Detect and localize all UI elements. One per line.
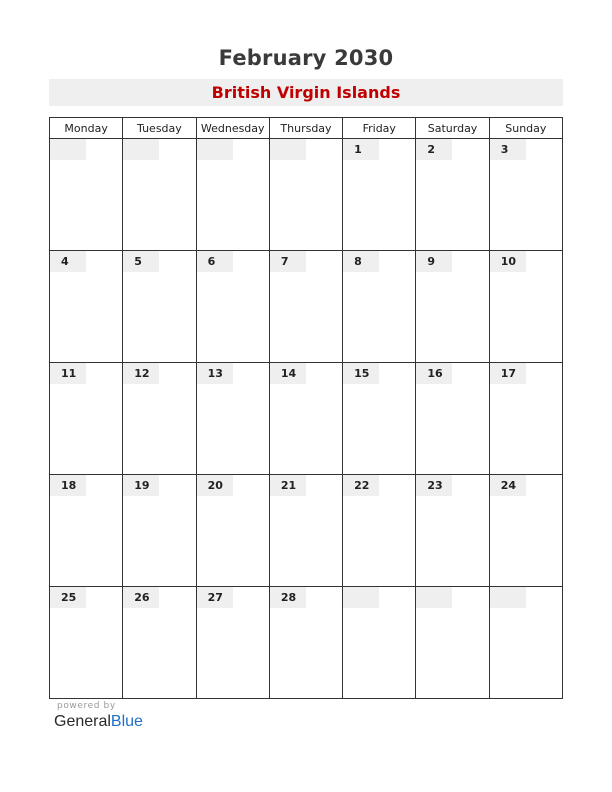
- day-cell: [343, 251, 416, 363]
- weekday-friday: Friday: [343, 118, 416, 139]
- day-number-empty: [416, 587, 452, 608]
- day-number: 22: [343, 475, 379, 496]
- day-cell: [123, 363, 196, 475]
- brand-logo[interactable]: [54, 713, 143, 731]
- day-cell: [50, 139, 123, 251]
- day-number: 2: [416, 139, 452, 160]
- day-cell: [269, 363, 342, 475]
- day-cell: [416, 251, 489, 363]
- day-number: 6: [197, 251, 233, 272]
- day-cell: [343, 363, 416, 475]
- day-cell: [489, 363, 562, 475]
- day-cell: [489, 139, 562, 251]
- day-number: 11: [50, 363, 86, 384]
- page-title: February 2030: [218, 46, 394, 70]
- day-number: 10: [490, 251, 526, 272]
- day-cell: [123, 139, 196, 251]
- calendar-grid: [49, 117, 563, 699]
- day-cell: [343, 475, 416, 587]
- day-number: 27: [197, 587, 233, 608]
- day-cell: [343, 139, 416, 251]
- day-number: 25: [50, 587, 86, 608]
- day-cell: [196, 475, 269, 587]
- day-cell: [123, 587, 196, 699]
- day-number: 12: [123, 363, 159, 384]
- day-cell: [416, 139, 489, 251]
- day-cell: [50, 363, 123, 475]
- day-number: 4: [50, 251, 86, 272]
- day-number: 5: [123, 251, 159, 272]
- day-number: 28: [270, 587, 306, 608]
- day-number: 15: [343, 363, 379, 384]
- day-number: 7: [270, 251, 306, 272]
- week-row-4: [50, 475, 563, 587]
- weekday-sunday: Sunday: [489, 118, 562, 139]
- day-cell: [343, 587, 416, 699]
- day-cell: [269, 139, 342, 251]
- day-number: 3: [490, 139, 526, 160]
- day-number-empty: [123, 139, 159, 160]
- day-number: 14: [270, 363, 306, 384]
- day-number: 26: [123, 587, 159, 608]
- day-cell: [416, 587, 489, 699]
- day-number-empty: [197, 139, 233, 160]
- day-cell: [416, 363, 489, 475]
- day-cell: [50, 587, 123, 699]
- weekday-tuesday: Tuesday: [123, 118, 196, 139]
- day-number: 19: [123, 475, 159, 496]
- day-number-empty: [343, 587, 379, 608]
- day-cell: [489, 475, 562, 587]
- day-number-empty: [270, 139, 306, 160]
- day-cell: [196, 363, 269, 475]
- day-number: 21: [270, 475, 306, 496]
- day-number: 8: [343, 251, 379, 272]
- day-number: 13: [197, 363, 233, 384]
- day-cell: [416, 475, 489, 587]
- day-cell: [489, 587, 562, 699]
- day-number: 23: [416, 475, 452, 496]
- region-name: British Virgin Islands: [211, 83, 401, 102]
- day-cell: [123, 251, 196, 363]
- weekday-wednesday: Wednesday: [196, 118, 269, 139]
- day-cell: [123, 475, 196, 587]
- day-cell: [489, 251, 562, 363]
- week-row-1: [50, 139, 563, 251]
- powered-by-label: powered by: [57, 701, 116, 711]
- day-number: 18: [50, 475, 86, 496]
- day-cell: [196, 587, 269, 699]
- day-cell: [269, 475, 342, 587]
- day-number: 24: [490, 475, 526, 496]
- brand-name-general: General: [54, 713, 111, 730]
- weekday-monday: Monday: [50, 118, 123, 139]
- day-cell: [196, 139, 269, 251]
- day-number: 20: [197, 475, 233, 496]
- weekday-thursday: Thursday: [269, 118, 342, 139]
- region-banner: [49, 79, 563, 106]
- day-cell: [269, 251, 342, 363]
- day-number: 9: [416, 251, 452, 272]
- weekday-header-row: [50, 118, 563, 139]
- day-number: 16: [416, 363, 452, 384]
- day-cell: [50, 475, 123, 587]
- day-cell: [269, 587, 342, 699]
- week-row-2: [50, 251, 563, 363]
- brand-name-blue: Blue: [110, 713, 143, 730]
- week-row-5: [50, 587, 563, 699]
- weekday-saturday: Saturday: [416, 118, 489, 139]
- day-number-empty: [490, 587, 526, 608]
- day-number: 17: [490, 363, 526, 384]
- day-cell: [196, 251, 269, 363]
- day-number: 1: [343, 139, 379, 160]
- day-cell: [50, 251, 123, 363]
- week-row-3: [50, 363, 563, 475]
- day-number-empty: [50, 139, 86, 160]
